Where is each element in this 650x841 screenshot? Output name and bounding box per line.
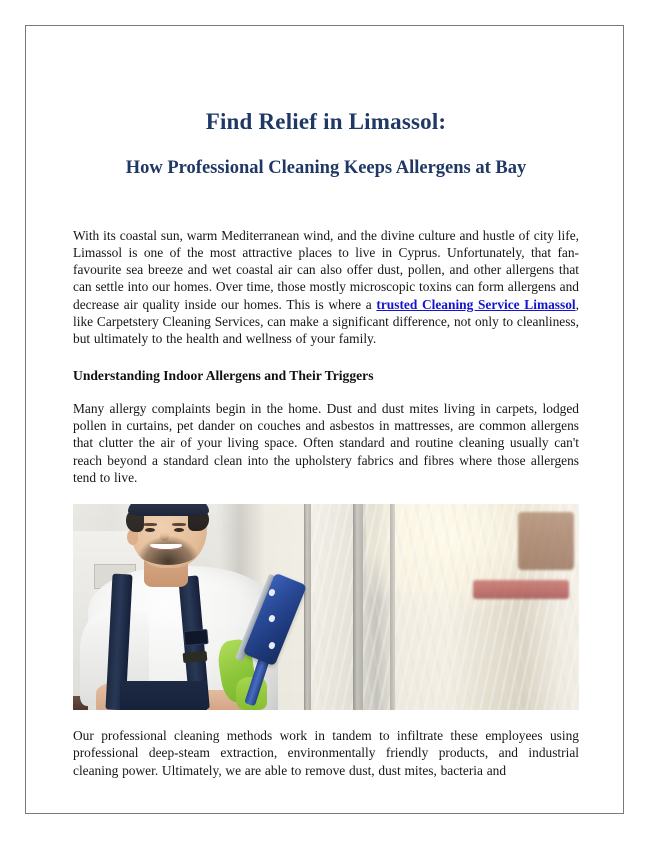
document-content: [73, 61, 579, 781]
intro-text-after-link: , like Carpetstery Cleaning Services, can make a significant difference, not only to cleanliness, but ultimately to the health and wellness of your family.: [73, 296, 579, 347]
window-mullion-3: [390, 504, 396, 710]
page-title: Find Relief in Limassol:: [205, 109, 447, 134]
cleaner-person: [83, 504, 346, 710]
second-paragraph: Many allergy complaints begin in the home. Dust and dust mites living in carpets, lodged pollen in curtains, pet dander on couches and asbestos in mattresses, are common allergens that clutter the air of your living space. Often standard and routine cleaning usually can't reach beyond a standard clean into the upholstery fabrics and fibres where those allergens tend to live.: [73, 400, 579, 485]
eye-right: [174, 528, 183, 532]
eye-left: [145, 528, 154, 532]
window-mullion-2: [353, 504, 363, 710]
background-object-red: [473, 580, 569, 599]
section-heading-indoor-allergens: Understanding Indoor Allergens and Their Triggers: [73, 367, 374, 383]
overall-bib: [120, 681, 207, 710]
cleaner-photo: [73, 504, 579, 710]
page-subtitle: How Professional Cleaning Keeps Allergens at Bay: [125, 158, 527, 179]
intro-paragraph: [73, 180, 579, 348]
cap: [128, 504, 210, 516]
eyebrow-left: [143, 523, 157, 525]
cleaning-service-limassol-link[interactable]: trusted Cleaning Service Limassol: [376, 296, 576, 312]
intro-text-before-link: With its coastal sun, warm Mediterranean wind, and the divine culture and hustle of city life, Limassol is one of the most attractive places to live in Cyprus. Unfortunately, that fan-favourite sea breeze and wet coastal air can also offer dust, pollen, and other allergens that can settle into our homes. Over time, those mostly microscopic toxins can form allergens and decrease air quality inside our homes. This is where a: [73, 227, 579, 312]
background-object-brown: [518, 512, 574, 570]
document-page: [25, 25, 624, 814]
beard: [137, 536, 199, 565]
eyebrow-right: [172, 523, 186, 525]
figure-container: [73, 486, 579, 710]
last-paragraph: Our professional cleaning methods work in tandem to infiltrate these employees using professional deep-steam extraction, environmentally friendly products, and industrial cleaning power. Ultimately, we are able to remove dust, dust mites, bacteria and: [73, 728, 579, 778]
overall-buckle-upper: [184, 629, 210, 646]
